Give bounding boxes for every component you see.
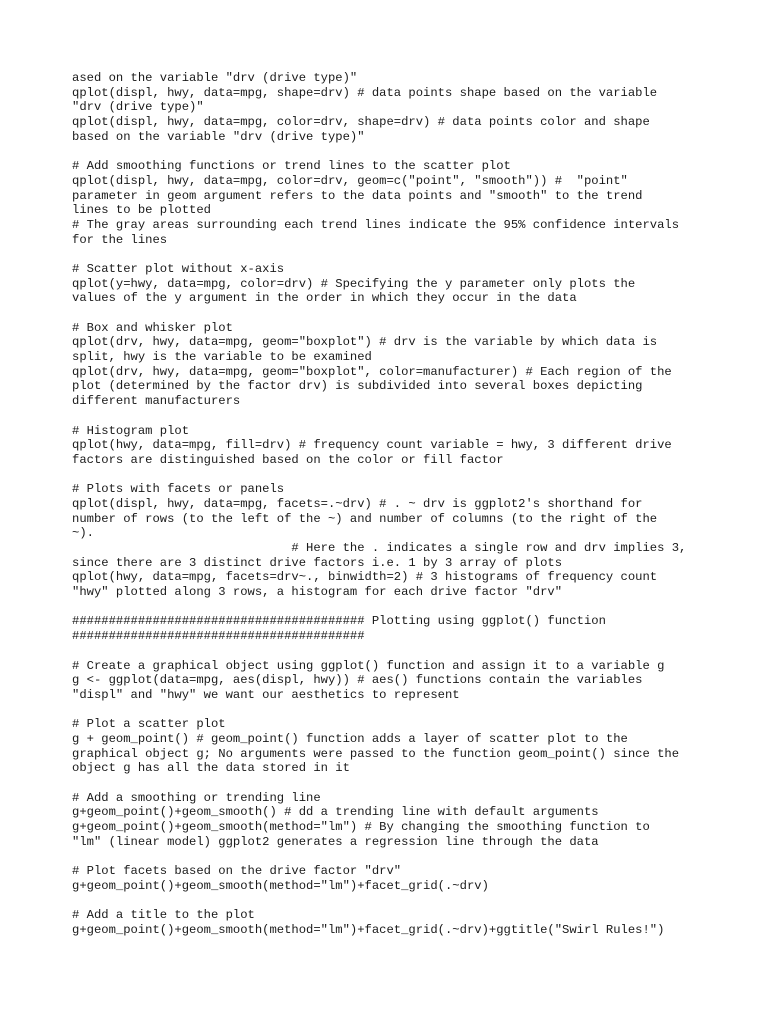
blank-line (72, 409, 702, 424)
code-line: # Histogram plot (72, 423, 190, 438)
code-line: parameter in geom argument refers to the data points and "smooth" to the trend (72, 188, 643, 203)
blank-line (72, 849, 702, 864)
code-line: values of the y argument in the order in which they occur in the data (72, 291, 577, 306)
code-line: since there are 3 distinct drive factors i.e. 1 by 3 array of plots (72, 555, 563, 570)
blank-line (72, 144, 702, 159)
code-line: number of rows (to the left of the ~) and number of columns (to the right of the (72, 511, 658, 526)
code-line: g <- ggplot(data=mpg, aes(displ, hwy)) # aes() functions contain the variables (72, 673, 643, 688)
code-line: # The gray areas surrounding each trend lines indicate the 95% confidence intervals (72, 217, 680, 232)
document-page (72, 71, 702, 938)
code-line: qplot(hwy, data=mpg, facets=drv~., binwidth=2) # 3 histograms of frequency count (72, 570, 658, 585)
code-line: plot (determined by the factor drv) is subdivided into several boxes depicting (72, 379, 643, 394)
code-line: different manufacturers (72, 394, 241, 409)
code-line: factors are distinguished based on the color or fill factor (72, 452, 504, 467)
code-line: based on the variable "drv (drive type)" (72, 129, 365, 144)
code-line: qplot(drv, hwy, data=mpg, geom="boxplot") # drv is the variable by which data is (72, 335, 658, 350)
code-line: # Scatter plot without x-axis (72, 261, 285, 276)
blank-line (72, 306, 702, 321)
code-line: object g has all the data stored in it (72, 761, 350, 776)
code-line: g+geom_point()+geom_smooth(method="lm")+facet_grid(.~drv)+ggtitle("Swirl Rules!") (72, 922, 665, 937)
code-line: ######################################## (72, 629, 365, 644)
code-line: g+geom_point()+geom_smooth() # dd a trending line with default arguments (72, 805, 599, 820)
code-line: qplot(drv, hwy, data=mpg, geom="boxplot", color=manufacturer) # Each region of the (72, 364, 672, 379)
code-line: # Add a title to the plot (72, 908, 255, 923)
code-line: g+geom_point()+geom_smooth(method="lm")+facet_grid(.~drv) (72, 878, 489, 893)
code-line: "lm" (linear model) ggplot2 generates a regression line through the data (72, 834, 599, 849)
blank-line (72, 894, 702, 909)
code-line: qplot(displ, hwy, data=mpg, color=drv, shape=drv) # data points color and shape (72, 115, 650, 130)
code-line: qplot(displ, hwy, data=mpg, color=drv, geom=c("point", "smooth")) # "point" (72, 173, 628, 188)
code-line: qplot(displ, hwy, data=mpg, facets=.~drv) # . ~ drv is ggplot2's shorthand for (72, 496, 643, 511)
code-line: lines to be plotted (72, 203, 211, 218)
code-line: # Plot a scatter plot (72, 717, 226, 732)
code-line: # Add a smoothing or trending line (72, 790, 321, 805)
code-line: "drv (drive type)" (72, 100, 204, 115)
code-line: graphical object g; No arguments were passed to the function geom_point() since the (72, 746, 680, 761)
code-line: qplot(y=hwy, data=mpg, color=drv) # Specifying the y parameter only plots the (72, 276, 636, 291)
code-line: "displ" and "hwy" we want our aesthetics to represent (72, 687, 460, 702)
code-line: # Plot facets based on the drive factor "drv" (72, 864, 402, 879)
code-line: ######################################## Plotting using ggplot() function (72, 614, 606, 629)
code-line: # Plots with facets or panels (72, 482, 285, 497)
blank-line (72, 644, 702, 659)
blank-line (72, 600, 702, 615)
blank-line (72, 468, 702, 483)
code-line: g+geom_point()+geom_smooth(method="lm") # By changing the smoothing function to (72, 820, 650, 835)
code-line: ~). (72, 526, 94, 541)
code-line: # Box and whisker plot (72, 320, 233, 335)
code-line: ased on the variable "drv (drive type)" (72, 71, 358, 85)
code-line: # Create a graphical object using ggplot() function and assign it to a variable g (72, 658, 665, 673)
blank-line (72, 703, 702, 718)
blank-line (72, 776, 702, 791)
code-line: # Add smoothing functions or trend lines to the scatter plot (72, 159, 511, 174)
code-line: # Here the . indicates a single row and drv implies 3, (72, 541, 687, 555)
code-line: "hwy" plotted along 3 rows, a histogram for each drive factor "drv" (72, 585, 563, 600)
code-line: qplot(hwy, data=mpg, fill=drv) # frequency count variable = hwy, 3 different drive (72, 438, 672, 453)
code-line: for the lines (72, 232, 168, 247)
code-line: split, hwy is the variable to be examined (72, 350, 372, 365)
blank-line (72, 247, 702, 262)
code-line: qplot(displ, hwy, data=mpg, shape=drv) # data points shape based on the variable (72, 85, 658, 100)
code-line: g + geom_point() # geom_point() function adds a layer of scatter plot to the (72, 731, 628, 746)
